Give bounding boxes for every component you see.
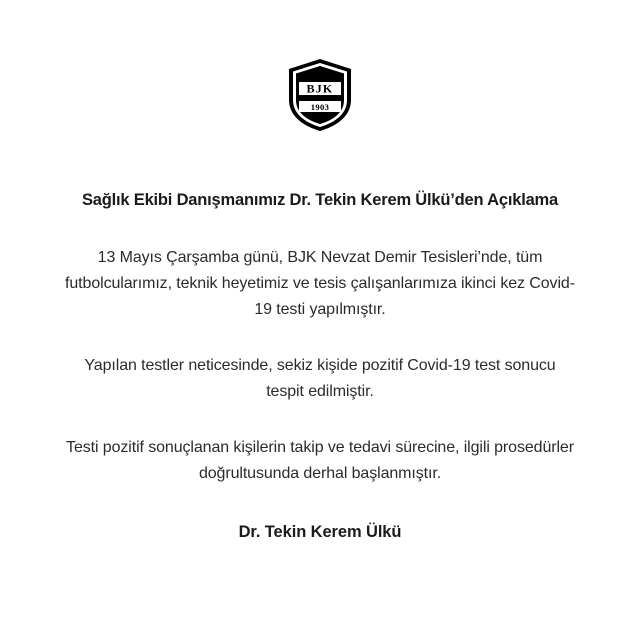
svg-text:BJK: BJK bbox=[306, 81, 334, 96]
bjk-crest-icon bbox=[287, 58, 353, 132]
paragraph-3: Testi pozitif sonuçlanan kişilerin takip ve tedavi sürecine, ilgili prosedürler doğrultusunda derhal başlanmıştır. bbox=[66, 438, 574, 482]
svg-text:1903: 1903 bbox=[310, 101, 330, 112]
signature: Dr. Tekin Kerem Ülkü bbox=[238, 522, 402, 541]
announcement-content bbox=[0, 190, 640, 542]
paragraph-2: Yapılan testler neticesinde, sekiz kişide pozitif Covid-19 test sonucu tespit edilmiştir. bbox=[84, 357, 556, 401]
paragraph-1: 13 Mayıs Çarşamba günü, BJK Nevzat Demir Tesisleri’nde, tüm futbolcularımız, teknik heyetimiz ve tesis çalışanlarımıza ikinci kez Covid-19 testi yapılmıştır. bbox=[65, 249, 575, 319]
page-title: Sağlık Ekibi Danışmanımız Dr. Tekin Kerem Ülkü’den Açıklama bbox=[81, 191, 559, 209]
logo-container bbox=[0, 0, 640, 132]
